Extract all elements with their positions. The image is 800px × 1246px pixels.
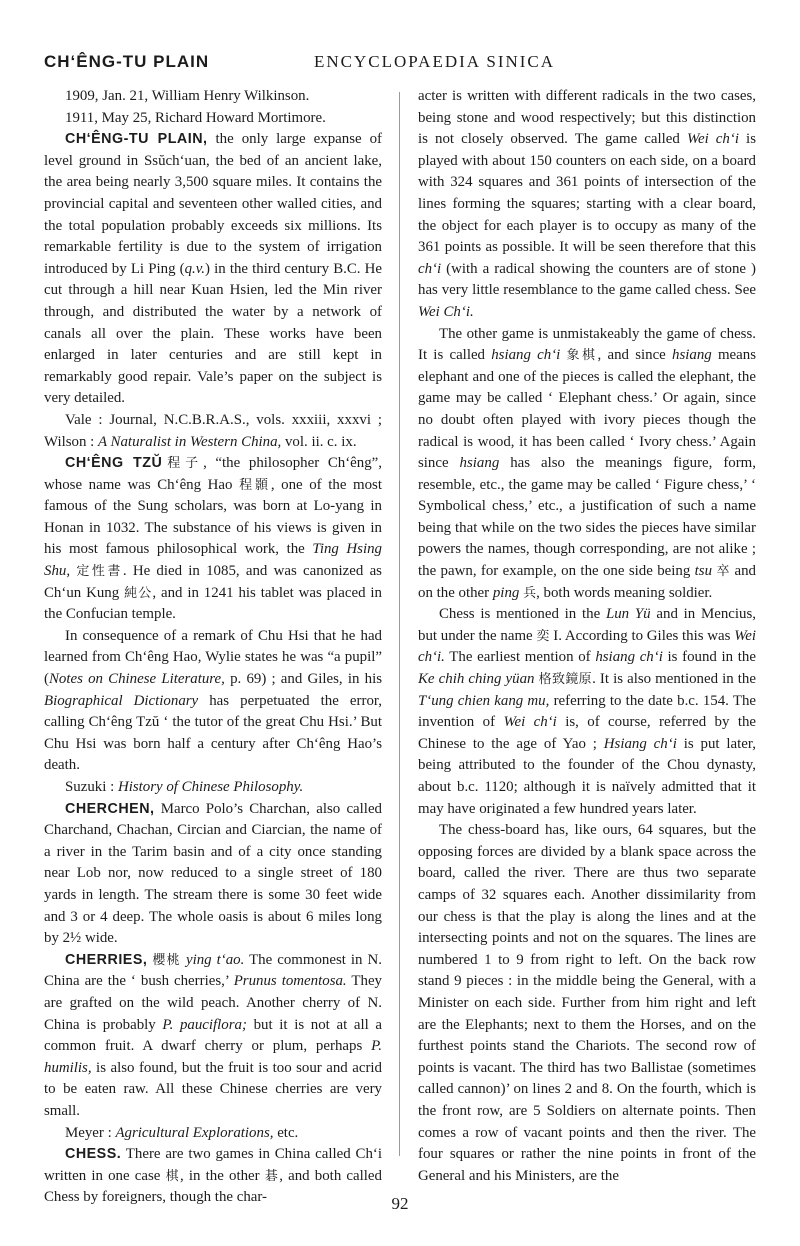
paragraph-chess-4: The chess-board has, like ours, 64 squares, but the opposing forces are divided by a blank space across the board, called the river. There are thus two separate camps of 32 squares each. Another dissimilarity from our chess is that the play is along the lines and at the intersecting points and not on the squares. The lines are numbered 1 to 9 from right to left. On the back row stand 9 pieces : in the middle being the General, with a Minister on each side. Further from him right and left are the Elephants; next to them the Horses, and on the furthest points stand the Chariots. The second row of points is vacant. The third has two Ballistae (sometimes called cannon)’ on lines 2 and 8. On the fourth, which is the front row, are 5 Soldiers on alternate points. Then comes a row of vacant points and then the river. The four squares or rather the nine points in front of the General and his Ministers, are the [418, 822, 756, 1184]
paragraph-chess-2: The other game is unmistakeably the game of chess. It is called hsiang ch‘i 象棋, and since hsiang means elephant and one of the pieces is called the elephant, the game may be called ‘ Elephant chess.’ Or again, since no doubt often played with ivory pieces though the radical is wood, it has been called ‘ Ivory chess.’ Again since hsiang has also the meanings figure, form, resemble, etc., the game may be called ‘ Figure chess,’ ‘ Symbolical chess,’ etc., a justification of such a name being that while on the two sides the pieces have similar powers the names, though corresponding, are not alike ; the pawn, for example, on the one side being tsu 卒 and on the other ping 兵, both words meaning soldier. [418, 325, 756, 601]
column-divider [399, 92, 400, 1156]
left-column [44, 86, 382, 1209]
headword-cherries: CHERRIES, [65, 951, 148, 968]
publication-title: ENCYCLOPAEDIA SINICA [314, 52, 556, 71]
headword-chess: CHESS. [65, 1146, 122, 1163]
running-head: CH‘ÊNG-TU PLAIN [44, 52, 210, 71]
paragraph-chess-1: acter is written with different radicals in the two cases, being stone and wood respectively; but this distinction is not closely observed. The game called Wei ch‘i is played with about 150 counters on each side, on a board with 324 squares and 361 points of intersection of the lines forming the squares; starting with a clear board, the object for each player is to occupy as many of the 361 points as possible. It will be seen therefore that this ch‘i (with a radical showing the counters are of stone ) has very little resemblance to the game called chess. See Wei Ch‘i. [418, 88, 756, 320]
entry-cherries: CHERRIES, 櫻桃 ying t‘ao. The commonest in N. China are the ‘ bush cherries,’ Prunus tomentosa. They are grafted on the wild peach. Another cherry of N. China is probably P. pauciflora; but it is not at all a common fruit. A dwarf cherry or plum, perhaps P. humilis, is also found, but the fruit is too sour and acrid to be eaten raw. All these Chinese cherries are very small. [44, 951, 383, 1119]
list-entry-1911: 1911, May 25, Richard Howard Mortimore. [65, 109, 326, 126]
paragraph-cheng-tzu-2: In consequence of a remark of Chu Hsi that he had learned from Ch‘êng Hao, Wylie states he was “a pupil” (Notes on Chinese Literature, p. 69) ; and Giles, in his Biographical Dictionary has perpetuated the error, calling Ch‘êng Tzŭ ‘ the tutor of the great Chu Hsi.’ But Chu Hsi was born half a century after Ch‘êng Hao’s death. [44, 627, 382, 774]
page-number: 92 [391, 1194, 409, 1213]
reference-chengtu-plain: Vale : Journal, N.C.B.R.A.S., vols. xxxiii, xxxvi ; Wilson : A Naturalist in Western China, vol. ii. c. ix. [44, 411, 382, 450]
headword-chengtu-plain: CH‘ÊNG-TU PLAIN, [65, 131, 208, 148]
entry-cherchen: CHERCHEN, Marco Polo’s Charchan, also called Charchand, Chachan, Circian and Ciarcian, the name of a river in the Tarim basin and of a city once standing near Lob nor, now reduced to a single street of 180 yards in length. The stream there is some 30 feet wide and 3 or 4 deep. The whole oasis is about 6 miles long by 2½ wide. [44, 800, 382, 947]
paragraph-chess-3: Chess is mentioned in the Lun Yü and in Mencius, but under the name 奕 I. According to Giles this was Wei ch‘i. The earliest mention of hsiang ch‘i is found in the Ke chih ching yüan 格致鏡原. It is also mentioned in the T‘ung chien kang mu, referring to the date b.c. 154. The invention of Wei ch‘i is, of course, referred by the Chinese to the age of Yao ; Hsiang ch‘i is put later, being attributed to the founder of the Chou dynasty, about b.c. 1120; although it is naïvely admitted that it may have originated a few hundred years later. [418, 606, 757, 817]
entry-chengtu-plain: CH‘ÊNG-TU PLAIN, the only large expanse of level ground in Ssŭch‘uan, the bed of an ancient lake, the area being nearly 3,500 square miles. It contains the provincial capital and seventeen other walled cities, and the total population probably exceeds six millions. Its remarkable fertility is due to the system of irrigation introduced by Li Ping (q.v.) in the third century B.C. He cut through a hill near Kuan Hsien, led the Min river through, and distributed the water by a network of canals all over the plain. These works have been enlarged in later centuries and are still kept in remarkably good repair. Vale’s paper on the subject is very detailed. [44, 131, 382, 407]
reference-cherries: Meyer : Agricultural Explorations, etc. [65, 1124, 299, 1141]
list-entry-1909: 1909, Jan. 21, William Henry Wilkinson. [65, 88, 310, 104]
reference-cheng-tzu: Suzuki : History of Chinese Philosophy. [65, 779, 304, 795]
headword-cheng-tzu: CH‘ÊNG TZŬ [65, 455, 163, 472]
entry-chess: CHESS. There are two games in China called Ch‘i written in one case 棋, in the other 碁, and both called Chess by foreigners, though the char- [44, 1146, 382, 1206]
entry-cheng-tzu: CH‘ÊNG TZŬ程子, “the philosopher Ch‘êng”, whose name was Ch‘êng Hao 程顥, one of the most famous of the Sung scholars, was born at Lo-yang in Honan in 1032. The substance of his views is given in his most famous philosophical work, the Ting Hsing Shu, 定性書. He died in 1085, and was canonized as Ch‘un Kung 純公, and in 1241 his tablet was placed in the Confucian temple. [44, 455, 382, 623]
headword-cherchen: CHERCHEN, [65, 800, 155, 817]
right-column [418, 86, 756, 1187]
